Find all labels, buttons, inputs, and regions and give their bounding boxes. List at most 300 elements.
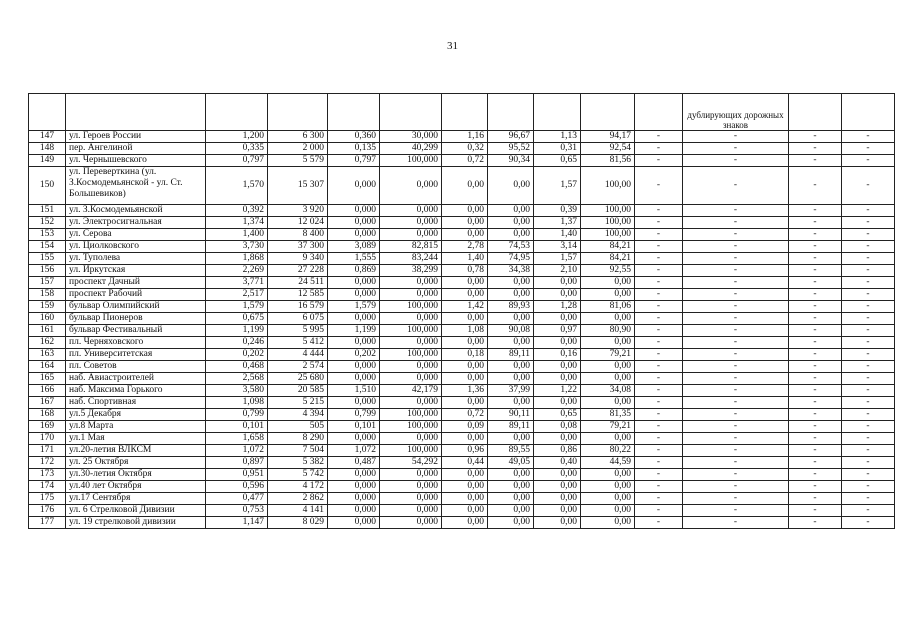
street-name: ул. 19 стрелковой дивизии (66, 517, 206, 529)
col-length: 3,580 (206, 385, 268, 397)
col-dash-1: - (635, 517, 683, 529)
col-length: 1,147 (206, 517, 268, 529)
street-name: ул. Иркутская (66, 265, 206, 277)
col-length: 1,400 (206, 229, 268, 241)
col-area: 27 228 (268, 265, 328, 277)
header-cell (635, 94, 683, 131)
col-value-2: 0,78 (442, 265, 488, 277)
table-row (29, 277, 895, 289)
col-length: 2,269 (206, 265, 268, 277)
col-percent-2: 90,11 (488, 409, 534, 421)
col-length: 0,897 (206, 457, 268, 469)
col-value-3: 0,00 (534, 361, 581, 373)
table-row (29, 325, 895, 337)
street-name: ул. Чернышевского (66, 155, 206, 167)
col-value-3: 0,40 (534, 457, 581, 469)
col-value-3: 0,16 (534, 349, 581, 361)
col-dash-1: - (635, 313, 683, 325)
col-percent-2: 95,52 (488, 143, 534, 155)
col-area: 8 029 (268, 517, 328, 529)
table-row (29, 229, 895, 241)
col-value-1: 0,797 (328, 155, 380, 167)
col-value-2: 0,00 (442, 481, 488, 493)
col-value-2: 0,32 (442, 143, 488, 155)
col-percent-3: 34,08 (581, 385, 635, 397)
row-number: 147 (29, 131, 66, 143)
table-row (29, 265, 895, 277)
col-value-1: 0,000 (328, 337, 380, 349)
col-value-2: 0,00 (442, 277, 488, 289)
col-dash-1: - (635, 241, 683, 253)
table-row (29, 313, 895, 325)
col-dash-3: - (789, 265, 842, 277)
row-number: 176 (29, 505, 66, 517)
col-value-3: 1,37 (534, 217, 581, 229)
header-cell (442, 94, 488, 131)
col-value-2: 1,42 (442, 301, 488, 313)
col-area: 6 300 (268, 131, 328, 143)
col-dash-2: - (683, 325, 789, 337)
col-percent-1: 100,000 (380, 445, 442, 457)
street-name: ул. 6 Стрелковой Дивизии (66, 505, 206, 517)
col-value-2: 1,36 (442, 385, 488, 397)
col-percent-3: 81,35 (581, 409, 635, 421)
street-name: ул. Серова (66, 229, 206, 241)
col-dash-1: - (635, 433, 683, 445)
col-length: 1,072 (206, 445, 268, 457)
header-cell-duplicating-signs: дублирующих дорожных знаков (683, 94, 789, 131)
table-row (29, 409, 895, 421)
col-percent-3: 80,22 (581, 445, 635, 457)
col-dash-4: - (842, 205, 895, 217)
table-row (29, 373, 895, 385)
col-value-3: 0,00 (534, 313, 581, 325)
col-dash-2: - (683, 313, 789, 325)
col-area: 505 (268, 421, 328, 433)
table-row (29, 289, 895, 301)
col-dash-4: - (842, 385, 895, 397)
row-number: 167 (29, 397, 66, 409)
col-dash-2: - (683, 289, 789, 301)
col-value-2: 0,00 (442, 229, 488, 241)
col-dash-3: - (789, 301, 842, 313)
col-value-1: 0,000 (328, 397, 380, 409)
row-number: 151 (29, 205, 66, 217)
row-number: 163 (29, 349, 66, 361)
col-value-1: 0,000 (328, 361, 380, 373)
col-dash-2: - (683, 469, 789, 481)
table-row (29, 217, 895, 229)
col-value-2: 2,78 (442, 241, 488, 253)
col-dash-4: - (842, 241, 895, 253)
col-percent-2: 90,08 (488, 325, 534, 337)
col-value-3: 0,00 (534, 505, 581, 517)
col-value-1: 1,555 (328, 253, 380, 265)
col-area: 5 742 (268, 469, 328, 481)
col-dash-1: - (635, 349, 683, 361)
col-length: 1,200 (206, 131, 268, 143)
street-name: ул. Переверткина (ул. З.Космодемьянской - ул. Ст. Большевиков) (66, 167, 206, 205)
header-cell (206, 94, 268, 131)
col-dash-4: - (842, 325, 895, 337)
header-cell (66, 94, 206, 131)
col-value-3: 1,57 (534, 253, 581, 265)
col-length: 0,468 (206, 361, 268, 373)
row-number: 148 (29, 143, 66, 155)
street-name: ул. Электросигнальная (66, 217, 206, 229)
col-percent-2: 74,53 (488, 241, 534, 253)
col-dash-1: - (635, 131, 683, 143)
table-row (29, 493, 895, 505)
col-value-3: 0,39 (534, 205, 581, 217)
col-area: 5 995 (268, 325, 328, 337)
col-dash-3: - (789, 505, 842, 517)
col-dash-3: - (789, 205, 842, 217)
row-number: 173 (29, 469, 66, 481)
col-area: 24 511 (268, 277, 328, 289)
table-row (29, 241, 895, 253)
col-area: 8 400 (268, 229, 328, 241)
col-dash-1: - (635, 421, 683, 433)
col-area: 9 340 (268, 253, 328, 265)
col-percent-3: 0,00 (581, 397, 635, 409)
street-name: ул.8 Марта (66, 421, 206, 433)
col-percent-2: 0,00 (488, 505, 534, 517)
col-value-2: 0,44 (442, 457, 488, 469)
col-dash-2: - (683, 349, 789, 361)
col-dash-4: - (842, 409, 895, 421)
col-dash-2: - (683, 457, 789, 469)
col-dash-2: - (683, 253, 789, 265)
col-dash-1: - (635, 325, 683, 337)
col-percent-2: 96,67 (488, 131, 534, 143)
col-percent-1: 0,000 (380, 397, 442, 409)
col-percent-3: 80,90 (581, 325, 635, 337)
col-dash-3: - (789, 277, 842, 289)
col-dash-3: - (789, 397, 842, 409)
col-dash-3: - (789, 217, 842, 229)
row-number: 162 (29, 337, 66, 349)
street-name: ул.40 лет Октября (66, 481, 206, 493)
col-percent-3: 0,00 (581, 277, 635, 289)
col-value-1: 1,072 (328, 445, 380, 457)
street-name: ул.17 Сентября (66, 493, 206, 505)
col-length: 1,570 (206, 167, 268, 205)
col-length: 0,799 (206, 409, 268, 421)
col-dash-1: - (635, 337, 683, 349)
header-cell (488, 94, 534, 131)
col-dash-1: - (635, 265, 683, 277)
col-percent-2: 0,00 (488, 313, 534, 325)
col-percent-1: 100,000 (380, 349, 442, 361)
col-percent-1: 100,000 (380, 155, 442, 167)
col-length: 0,246 (206, 337, 268, 349)
row-number: 161 (29, 325, 66, 337)
col-value-3: 0,65 (534, 409, 581, 421)
col-value-1: 0,000 (328, 469, 380, 481)
header-cell (789, 94, 842, 131)
col-dash-4: - (842, 253, 895, 265)
street-name: ул. 25 Октября (66, 457, 206, 469)
col-dash-4: - (842, 349, 895, 361)
street-name: наб. Авиастроителей (66, 373, 206, 385)
col-percent-1: 100,000 (380, 301, 442, 313)
col-dash-2: - (683, 373, 789, 385)
col-dash-4: - (842, 277, 895, 289)
col-dash-3: - (789, 313, 842, 325)
col-length: 0,392 (206, 205, 268, 217)
table-row (29, 433, 895, 445)
col-dash-4: - (842, 469, 895, 481)
col-value-3: 0,00 (534, 289, 581, 301)
col-percent-2: 0,00 (488, 361, 534, 373)
col-percent-2: 49,05 (488, 457, 534, 469)
row-number: 154 (29, 241, 66, 253)
col-dash-4: - (842, 217, 895, 229)
street-name: проспект Рабочий (66, 289, 206, 301)
street-name: наб. Максима Горького (66, 385, 206, 397)
col-percent-2: 0,00 (488, 217, 534, 229)
col-area: 15 307 (268, 167, 328, 205)
col-area: 7 504 (268, 445, 328, 457)
col-length: 0,951 (206, 469, 268, 481)
row-number: 171 (29, 445, 66, 457)
col-length: 1,579 (206, 301, 268, 313)
col-dash-3: - (789, 409, 842, 421)
col-area: 20 585 (268, 385, 328, 397)
col-value-2: 0,00 (442, 217, 488, 229)
col-value-3: 2,10 (534, 265, 581, 277)
col-percent-2: 89,11 (488, 349, 534, 361)
col-dash-1: - (635, 361, 683, 373)
col-length: 2,517 (206, 289, 268, 301)
col-dash-1: - (635, 373, 683, 385)
col-dash-4: - (842, 143, 895, 155)
col-value-1: 0,000 (328, 481, 380, 493)
col-percent-1: 30,000 (380, 131, 442, 143)
col-value-2: 0,00 (442, 289, 488, 301)
col-length: 0,101 (206, 421, 268, 433)
col-dash-2: - (683, 517, 789, 529)
col-dash-4: - (842, 457, 895, 469)
col-dash-1: - (635, 229, 683, 241)
col-percent-2: 0,00 (488, 289, 534, 301)
header-cell (534, 94, 581, 131)
col-length: 0,335 (206, 143, 268, 155)
col-value-2: 1,16 (442, 131, 488, 143)
col-percent-3: 92,55 (581, 265, 635, 277)
col-dash-2: - (683, 143, 789, 155)
header-cell (581, 94, 635, 131)
col-dash-4: - (842, 361, 895, 373)
data-table (28, 93, 895, 529)
col-value-1: 3,089 (328, 241, 380, 253)
table-row (29, 167, 895, 205)
col-value-2: 0,00 (442, 361, 488, 373)
row-number: 153 (29, 229, 66, 241)
col-percent-3: 0,00 (581, 481, 635, 493)
col-percent-1: 0,000 (380, 373, 442, 385)
row-number: 149 (29, 155, 66, 167)
col-dash-2: - (683, 265, 789, 277)
col-area: 16 579 (268, 301, 328, 313)
col-percent-2: 0,00 (488, 481, 534, 493)
col-value-3: 0,00 (534, 277, 581, 289)
col-value-1: 0,487 (328, 457, 380, 469)
col-value-3: 0,65 (534, 155, 581, 167)
col-dash-1: - (635, 217, 683, 229)
row-number: 175 (29, 493, 66, 505)
col-dash-2: - (683, 167, 789, 205)
col-area: 2 000 (268, 143, 328, 155)
col-percent-2: 74,95 (488, 253, 534, 265)
table-row (29, 469, 895, 481)
col-value-1: 0,869 (328, 265, 380, 277)
street-name: ул.30-летия Октября (66, 469, 206, 481)
col-dash-1: - (635, 445, 683, 457)
table-body (29, 94, 895, 529)
row-number: 160 (29, 313, 66, 325)
col-dash-1: - (635, 277, 683, 289)
col-dash-1: - (635, 143, 683, 155)
row-number: 155 (29, 253, 66, 265)
street-name: ул. Героев России (66, 131, 206, 143)
col-value-3: 0,00 (534, 433, 581, 445)
col-percent-3: 84,21 (581, 253, 635, 265)
table-row (29, 517, 895, 529)
col-percent-3: 94,17 (581, 131, 635, 143)
col-value-3: 1,13 (534, 131, 581, 143)
col-value-2: 1,40 (442, 253, 488, 265)
row-number: 166 (29, 385, 66, 397)
table-row (29, 481, 895, 493)
col-dash-3: - (789, 469, 842, 481)
row-number: 158 (29, 289, 66, 301)
col-value-1: 0,000 (328, 289, 380, 301)
col-value-2: 0,09 (442, 421, 488, 433)
col-dash-4: - (842, 265, 895, 277)
col-percent-2: 0,00 (488, 277, 534, 289)
col-percent-3: 0,00 (581, 313, 635, 325)
col-length: 1,199 (206, 325, 268, 337)
col-percent-3: 0,00 (581, 493, 635, 505)
col-percent-1: 0,000 (380, 289, 442, 301)
col-value-3: 1,22 (534, 385, 581, 397)
col-value-3: 1,57 (534, 167, 581, 205)
col-dash-4: - (842, 301, 895, 313)
table-row (29, 457, 895, 469)
table-row (29, 253, 895, 265)
street-name: пер. Ангелиной (66, 143, 206, 155)
col-dash-3: - (789, 289, 842, 301)
col-dash-1: - (635, 505, 683, 517)
table-row (29, 155, 895, 167)
col-value-1: 1,199 (328, 325, 380, 337)
col-length: 1,374 (206, 217, 268, 229)
col-dash-2: - (683, 421, 789, 433)
col-percent-3: 0,00 (581, 469, 635, 481)
col-dash-3: - (789, 229, 842, 241)
street-name: ул.5 Декабря (66, 409, 206, 421)
col-dash-3: - (789, 385, 842, 397)
col-dash-2: - (683, 445, 789, 457)
col-area: 2 862 (268, 493, 328, 505)
col-percent-3: 84,21 (581, 241, 635, 253)
col-dash-2: - (683, 493, 789, 505)
col-percent-1: 83,244 (380, 253, 442, 265)
col-percent-3: 0,00 (581, 361, 635, 373)
street-name: ул.1 Мая (66, 433, 206, 445)
col-value-1: 0,000 (328, 313, 380, 325)
col-percent-1: 0,000 (380, 167, 442, 205)
col-dash-1: - (635, 409, 683, 421)
col-percent-3: 100,00 (581, 205, 635, 217)
col-area: 5 215 (268, 397, 328, 409)
street-name: пл. Советов (66, 361, 206, 373)
row-number: 174 (29, 481, 66, 493)
row-number: 152 (29, 217, 66, 229)
row-number: 150 (29, 167, 66, 205)
col-value-2: 0,00 (442, 337, 488, 349)
col-dash-2: - (683, 205, 789, 217)
col-area: 12 585 (268, 289, 328, 301)
col-dash-1: - (635, 289, 683, 301)
col-dash-4: - (842, 445, 895, 457)
col-percent-2: 0,00 (488, 433, 534, 445)
header-cell (842, 94, 895, 131)
col-dash-3: - (789, 373, 842, 385)
col-percent-3: 0,00 (581, 517, 635, 529)
col-percent-2: 0,00 (488, 517, 534, 529)
col-value-1: 0,000 (328, 277, 380, 289)
col-area: 6 075 (268, 313, 328, 325)
col-value-2: 0,00 (442, 313, 488, 325)
col-dash-2: - (683, 397, 789, 409)
col-value-2: 0,18 (442, 349, 488, 361)
col-length: 3,771 (206, 277, 268, 289)
col-dash-2: - (683, 385, 789, 397)
col-value-3: 0,31 (534, 143, 581, 155)
street-name: ул. Туполева (66, 253, 206, 265)
col-value-2: 0,00 (442, 505, 488, 517)
col-dash-2: - (683, 505, 789, 517)
col-percent-1: 0,000 (380, 481, 442, 493)
col-percent-3: 100,00 (581, 217, 635, 229)
col-area: 5 382 (268, 457, 328, 469)
col-percent-2: 0,00 (488, 337, 534, 349)
col-value-1: 0,000 (328, 517, 380, 529)
col-dash-3: - (789, 421, 842, 433)
col-percent-1: 0,000 (380, 493, 442, 505)
col-area: 8 290 (268, 433, 328, 445)
col-length: 0,477 (206, 493, 268, 505)
col-dash-3: - (789, 337, 842, 349)
col-percent-2: 34,38 (488, 265, 534, 277)
col-percent-1: 0,000 (380, 217, 442, 229)
col-percent-2: 0,00 (488, 493, 534, 505)
col-dash-2: - (683, 409, 789, 421)
col-dash-3: - (789, 433, 842, 445)
col-value-1: 0,799 (328, 409, 380, 421)
col-dash-3: - (789, 167, 842, 205)
col-value-1: 0,360 (328, 131, 380, 143)
col-dash-3: - (789, 253, 842, 265)
col-percent-2: 0,00 (488, 229, 534, 241)
table-row (29, 445, 895, 457)
street-name: пл. Черняховского (66, 337, 206, 349)
col-area: 25 680 (268, 373, 328, 385)
col-dash-1: - (635, 481, 683, 493)
